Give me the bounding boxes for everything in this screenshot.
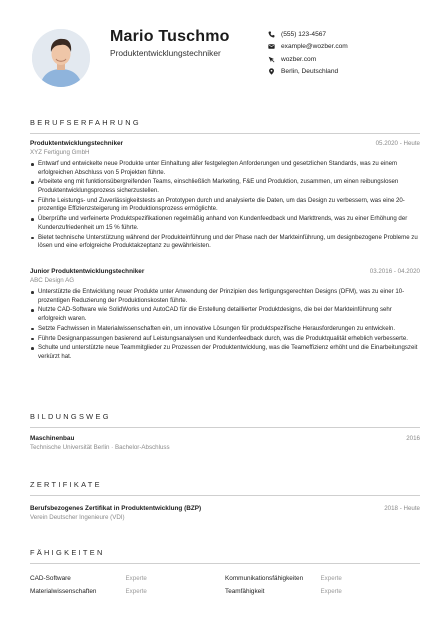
contact-email (268, 41, 348, 54)
skill-level: Experte (125, 575, 147, 582)
skills-grid (30, 572, 420, 598)
experience-section-title: BERUFSERFAHRUNG (30, 118, 141, 127)
certificate-date: 2018 - Heute (384, 505, 420, 512)
skill-name: Materialwissenschaften (30, 588, 97, 595)
skill-level: Experte (320, 575, 342, 582)
skill-name: Kommunikationsfähigkeiten (225, 575, 304, 582)
section-divider (30, 495, 420, 496)
skill-name: Teamfähigkeit (225, 588, 265, 595)
job-date: 03.2016 - 04.2020 (369, 268, 420, 275)
skills-section-title: FÄHIGKEITEN (30, 548, 105, 557)
job-bullet: Setzte Fachwissen in Materialwissenschaften ein, um innovative Lösungen für produktspezifische Herausforderungen zu entwickeln. (30, 325, 420, 334)
job-bullets (30, 160, 420, 251)
experience-entry-1 (30, 140, 420, 252)
resume-header (0, 0, 448, 100)
section-divider (30, 563, 420, 564)
location-icon (268, 68, 281, 75)
job-bullet: Schulte und unterstützte neue Teammitglieder zu Prozessen der Produktentwicklung, was die Teameffizienz erhöht und die Einarbeitungszeit verkürzt hat. (30, 344, 420, 361)
contact-location-text: Berlin, Deutschland (281, 68, 339, 76)
job-company: XYZ Fertigung GmbH (30, 149, 90, 156)
contact-website (268, 53, 348, 66)
skills-row (30, 572, 420, 585)
certificates-section-title: ZERTIFIKATE (30, 480, 102, 489)
profile-photo (32, 29, 90, 87)
certificates-section-header (30, 480, 420, 496)
job-bullet: Überprüfte und verfeinerte Produktspezifikationen regelmäßig anhand von Kundenfeedback und Markttrends, was zu einer Erhöhung der Kundenzufriedenheit um 15 % führte. (30, 215, 420, 232)
skill-name: CAD-Software (30, 575, 71, 582)
contact-location (268, 66, 348, 79)
contact-email-text[interactable]: example@wozber.com (281, 43, 348, 51)
education-date: 2016 (406, 435, 420, 442)
education-section-title: BILDUNGSWEG (30, 412, 111, 421)
certificate-title: Berufsbezogenes Zertifikat in Produktentwicklung (BZP) (30, 505, 202, 512)
job-company: ABC Design AG (30, 277, 75, 284)
education-entry (30, 435, 420, 451)
education-institution: Technische Universität Berlin · Bachelor-Abschluss (30, 444, 170, 451)
section-divider (30, 133, 420, 134)
contact-phone (268, 28, 348, 41)
candidate-name: Mario Tuschmo (110, 28, 230, 45)
email-icon (268, 43, 281, 50)
job-bullet: Führte Leistungs- und Zuverlässigkeitstests an Prototypen durch und analysierte die Daten, um das Design zu verbessern, was eine 20-prozentige Effizienzsteigerung im Produktionsprozess ermöglichte. (30, 197, 420, 214)
job-title: Junior Produktentwicklungstechniker (30, 268, 145, 275)
skill-level: Experte (320, 588, 342, 595)
contact-phone-text[interactable]: (555) 123-4567 (281, 30, 327, 38)
education-section-header (30, 412, 420, 428)
job-bullets (30, 288, 420, 362)
job-bullet: Bietet technische Unterstützung während der Produkteinführung und der Phase nach der Markteinführung, um designbezogene Probleme zu lösen und eine erfolgreiche Produktakzeptanz zu gewährleisten. (30, 234, 420, 251)
link-icon (268, 56, 281, 63)
job-bullet: Entwarf und entwickelte neue Produkte unter Einhaltung aller festgelegten Anforderungen und gesetzlichen Standards, was zu einem erfolgreichen Abschluss von 5 Projekten führte. (30, 160, 420, 177)
skills-row (30, 585, 420, 598)
skills-section-header (30, 548, 420, 564)
certificate-issuer: Verein Deutscher Ingenieure (VDI) (30, 514, 125, 521)
job-bullet: Nutzte CAD-Software wie SolidWorks und AutoCAD für die Erstellung detaillierter Produktdesigns, die bei der Markteinführung sehr erfolgreich waren. (30, 306, 420, 323)
certificate-entry (30, 505, 420, 521)
contact-list (268, 28, 348, 78)
job-date: 05.2020 - Heute (375, 140, 420, 147)
candidate-title: Produktentwicklungstechniker (110, 48, 221, 58)
education-title: Maschinenbau (30, 435, 75, 442)
phone-icon (268, 31, 281, 38)
section-divider (30, 427, 420, 428)
skill-level: Experte (125, 588, 147, 595)
job-bullet: Unterstützte die Entwicklung neuer Produkte unter Anwendung der Prinzipien des fertigungsgerechten Designs (DFM), was zu einer 10-prozentigen Reduzierung der Produktionskosten führte. (30, 288, 420, 305)
experience-section-header (30, 118, 420, 134)
experience-entry-2 (30, 268, 420, 363)
job-title: Produktentwicklungstechniker (30, 140, 124, 147)
job-bullet: Führte Designanpassungen basierend auf Leistungsanalysen und Kundenfeedback durch, was die Produktqualität erheblich verbesserte. (30, 335, 420, 344)
profile-photo-illustration (32, 29, 90, 87)
job-bullet: Arbeitete eng mit funktionsübergreifenden Teams, einschließlich Marketing, F&E und Produktion, zusammen, um einen reibungslosen Produktentwicklungsprozess sicherzustellen. (30, 178, 420, 195)
contact-website-text[interactable]: wozber.com (281, 55, 317, 63)
